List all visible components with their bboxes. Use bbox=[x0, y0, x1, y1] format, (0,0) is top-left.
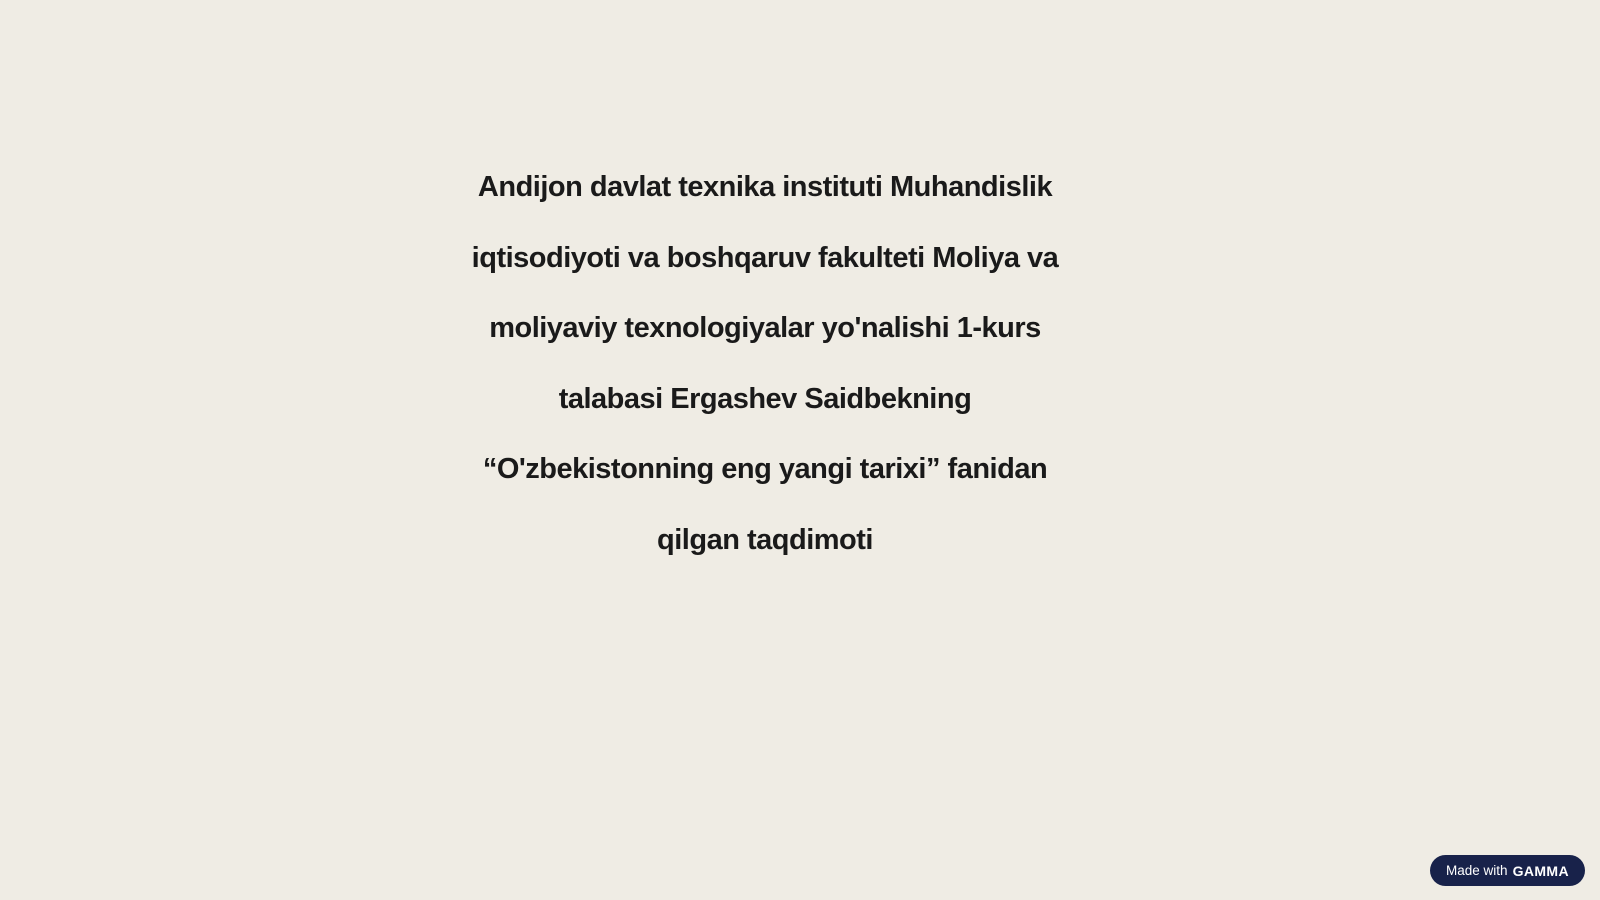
gamma-logo: GAMMA bbox=[1512, 862, 1569, 879]
slide-title bbox=[0, 152, 1530, 575]
title-line: qilgan taqdimoti bbox=[657, 523, 873, 556]
made-with-gamma-badge[interactable] bbox=[1430, 855, 1585, 886]
title-line: talabasi Ergashev Saidbekning bbox=[558, 382, 972, 415]
title-line: iqtisodiyoti va boshqaruv fakulteti Moliya va bbox=[471, 241, 1059, 274]
title-line: moliyaviy texnologiyalar yo'nalishi 1-kurs bbox=[489, 312, 1041, 344]
made-with-label: Made with bbox=[1446, 863, 1508, 878]
title-line: Andijon davlat texnika instituti Muhandislik bbox=[477, 171, 1053, 203]
title-line: “O'zbekistonning eng yangi tarixi” fanidan bbox=[482, 453, 1048, 485]
